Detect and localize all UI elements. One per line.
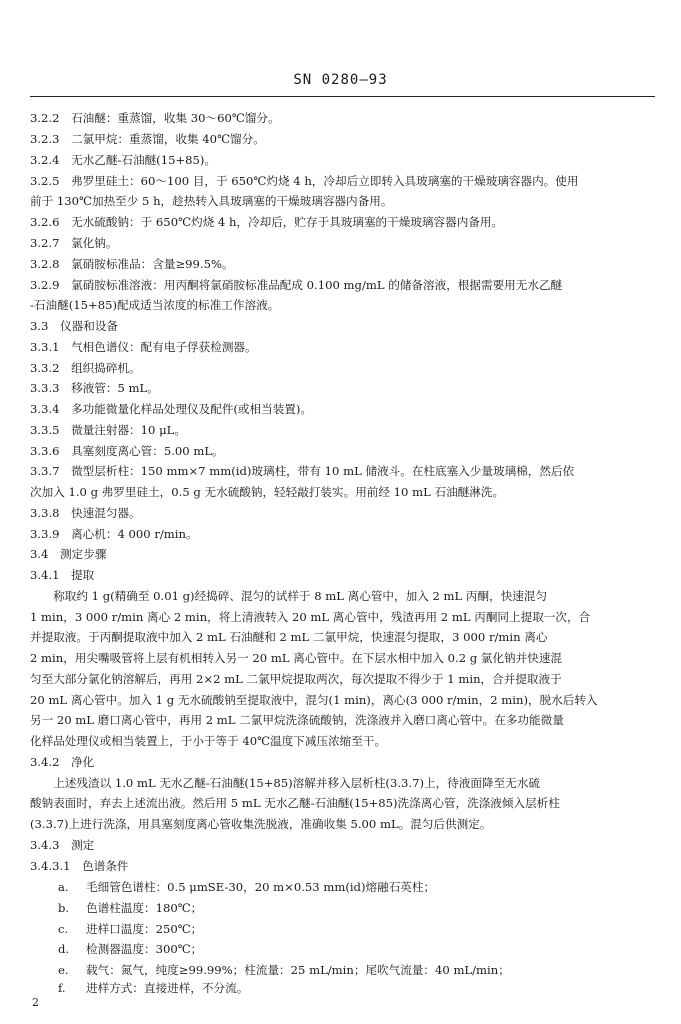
text-line: 3.2.9 氯硝胺标准溶液：用丙酮将氯硝胺标准品配成 0.100 mg/mL 的储备溶液，根据需要用无水乙醚 bbox=[30, 278, 563, 292]
text-line: 3.2.3 二氯甲烷：重蒸馏，收集 40℃馏分。 bbox=[30, 132, 265, 146]
condition-text: 载气：氮气，纯度≥99.99%；柱流量：25 mL/min；尾吹气流量：40 mL/min； bbox=[86, 963, 510, 977]
text-line: 1 min，3 000 r/min 离心 2 min，将上清液转入 20 mL 离心管中，残渣再用 2 mL 丙酮同上提取一次，合 bbox=[30, 610, 591, 624]
text-line: 3.3.5 微量注射器：10 μL。 bbox=[30, 423, 186, 437]
condition-item bbox=[58, 922, 681, 936]
subsection-heading: 3.4.3.1 色谱条件 bbox=[30, 859, 129, 873]
text-line: 3.3.6 具塞刻度离心管：5.00 mL。 bbox=[30, 444, 224, 458]
text-line: 3.3.4 多功能微量化样品处理仪及配件(或相当装置)。 bbox=[30, 402, 313, 416]
text-line: 3.3.1 气相色谱仪：配有电子俘获检测器。 bbox=[30, 340, 257, 354]
section-heading: 3.3 仪器和设备 bbox=[30, 319, 119, 333]
text-line: 3.2.5 弗罗里硅土：60～100 目，于 650℃灼烧 4 h，冷却后立即转入具玻璃塞的干燥玻璃容器内。使用 bbox=[30, 174, 579, 188]
header-rule bbox=[30, 96, 655, 97]
condition-item bbox=[58, 963, 681, 977]
text-line: 称取约 1 g(精确至 0.01 g)经捣碎、混匀的试样于 8 mL 离心管中，加入 2 mL 丙酮，快速混匀 bbox=[30, 589, 548, 603]
text-line: 匀至大部分氯化钠溶解后，再用 2×2 mL 二氯甲烷提取两次，每次提取不得少于 1 min，合并提取液于 bbox=[30, 672, 562, 686]
condition-text: 色谱柱温度：180℃； bbox=[86, 901, 203, 915]
text-line: (3.3.7)上进行洗涤，用具塞刻度离心管收集洗脱液，准确收集 5.00 mL。混匀后供测定。 bbox=[30, 817, 492, 831]
condition-item bbox=[58, 880, 681, 894]
subsection-heading: 3.4.1 提取 bbox=[30, 568, 95, 582]
text-line: 3.2.7 氯化钠。 bbox=[30, 236, 118, 250]
text-line: 3.2.6 无水硫酸钠：于 650℃灼烧 4 h，冷却后，贮存于具玻璃塞的干燥玻璃容器内备用。 bbox=[30, 215, 504, 229]
text-line: 3.3.8 快速混匀器。 bbox=[30, 506, 141, 520]
text-line: 3.2.2 石油醚：重蒸馏，收集 30～60℃馏分。 bbox=[30, 111, 280, 125]
condition-text: 毛细管色谱柱：0.5 μmSE-30，20 m×0.53 mm(id)熔融石英柱； bbox=[86, 880, 436, 894]
text-line: 3.2.4 无水乙醚-石油醚(15+85)。 bbox=[30, 153, 217, 167]
text-line: 3.2.8 氯硝胺标准品：含量≥99.5%。 bbox=[30, 257, 234, 271]
text-line: 上述残渣以 1.0 mL 无水乙醚-石油醚(15+85)溶解并移入层析柱(3.3.7)上，待液面降至无水硫 bbox=[30, 776, 540, 790]
text-line: 酸钠表面时，弃去上述流出液。然后用 5 mL 无水乙醚-石油醚(15+85)洗涤离心管，洗涤液倾入层析柱 bbox=[30, 796, 560, 810]
condition-text: 进样口温度：250℃； bbox=[86, 922, 203, 936]
condition-text: 进样方式：直接进样，不分流。 bbox=[86, 981, 249, 995]
text-line: 2 min，用尖嘴吸管将上层有机相转入另一 20 mL 离心管中。在下层水相中加入 0.2 g 氯化钠并快速混 bbox=[30, 651, 563, 665]
text-line: 3.3.9 离心机：4 000 r/min。 bbox=[30, 527, 198, 541]
text-line: 3.3.7 微型层析柱：150 mm×7 mm(id)玻璃柱，带有 10 mL 储液斗。在柱底塞入少量玻璃棉，然后依 bbox=[30, 464, 575, 478]
condition-label: b. bbox=[58, 901, 70, 915]
text-line: 另一 20 mL 磨口离心管中，再用 2 mL 二氯甲烷洗涤硫酸钠，洗涤液并入磨口离心管中。在多功能微量 bbox=[30, 713, 564, 727]
subsection-heading: 3.4.2 净化 bbox=[30, 755, 95, 769]
condition-item bbox=[58, 901, 681, 915]
text-line: -石油醚(15+85)配成适当浓度的标准工作溶液。 bbox=[30, 298, 280, 312]
text-line: 次加入 1.0 g 弗罗里硅土，0.5 g 无水硫酸钠，轻轻敲打装实。用前经 10 mL 石油醚淋洗。 bbox=[30, 485, 505, 499]
text-line: 化样品处理仪或相当装置上，于小于等于 40℃温度下减压浓缩至干。 bbox=[30, 734, 387, 748]
condition-label: a. bbox=[58, 880, 69, 894]
condition-text: 检测器温度：300℃； bbox=[86, 942, 203, 956]
text-line: 前于 130℃加热至少 5 h，趁热转入具玻璃塞的干燥玻璃容器内备用。 bbox=[30, 194, 393, 208]
condition-label: e. bbox=[58, 963, 69, 977]
condition-label: d. bbox=[58, 942, 70, 956]
document-header: SN 0280—93 bbox=[293, 72, 388, 88]
text-line: 20 mL 离心管中。加入 1 g 无水硫酸钠至提取液中，混匀(1 min)，离心(3 000 r/min，2 min)，脱水后转入 bbox=[30, 693, 598, 707]
section-heading: 3.4 测定步骤 bbox=[30, 547, 107, 561]
text-line: 3.3.2 组织捣碎机。 bbox=[30, 361, 141, 375]
condition-item bbox=[58, 981, 681, 995]
subsection-heading: 3.4.3 测定 bbox=[30, 838, 95, 852]
text-line: 并提取液。于丙酮提取液中加入 2 mL 石油醚和 2 mL 二氯甲烷，快速混匀提取，3 000 r/min 离心 bbox=[30, 630, 548, 644]
page-number: 2 bbox=[32, 996, 39, 1009]
condition-label: c. bbox=[58, 922, 69, 936]
text-line: 3.3.3 移液管：5 mL。 bbox=[30, 381, 159, 395]
condition-item bbox=[58, 942, 681, 956]
condition-label: f. bbox=[58, 981, 66, 995]
